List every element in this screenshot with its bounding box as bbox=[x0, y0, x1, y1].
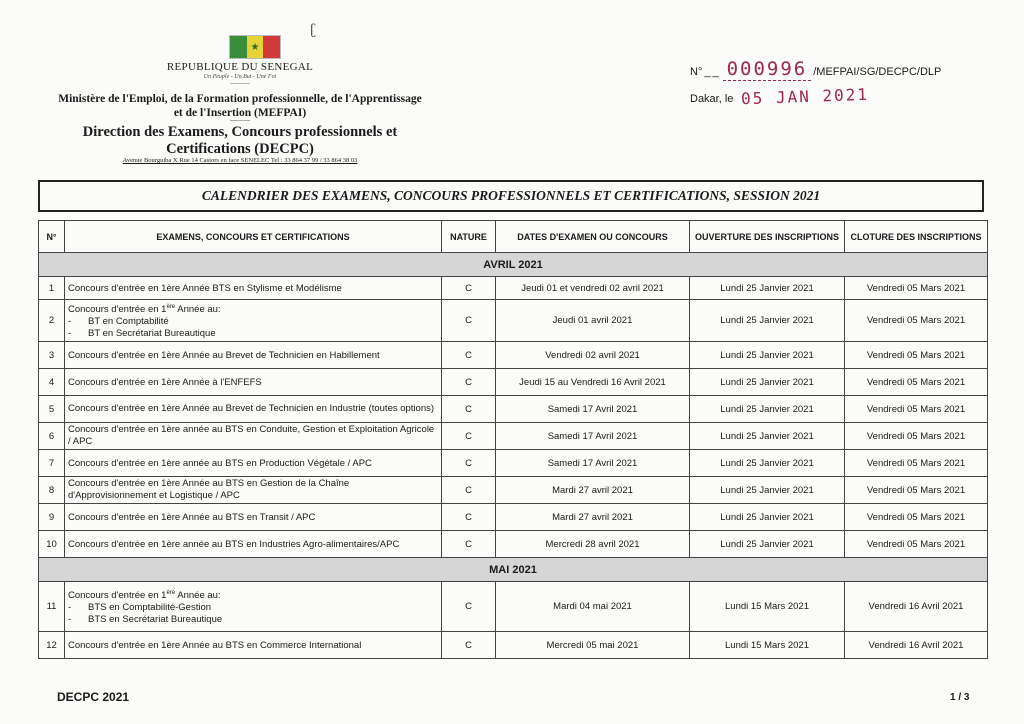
row-exam: Concours d'entrée en 1ère Année BTS en Stylisme et Modélisme bbox=[65, 277, 442, 300]
row-close: Vendredi 05 Mars 2021 bbox=[845, 396, 988, 423]
reference-suffix: /MEFPAI/SG/DECPC/DLP bbox=[813, 66, 942, 78]
row-dates: Jeudi 01 et vendredi 02 avril 2021 bbox=[496, 277, 690, 300]
row-exam: Concours d'entrée en 1ère Année au BTS en Commerce International bbox=[65, 632, 442, 659]
row-dates: Mercredi 28 avril 2021 bbox=[496, 531, 690, 558]
row-exam: Concours d'entrée en 1ère Année au: - BT en Comptabilité - BT en Secrétariat Bureautique bbox=[65, 300, 442, 342]
header-dates: DATES D'EXAMEN OU CONCOURS bbox=[496, 221, 690, 253]
row-dates: Samedi 17 Avril 2021 bbox=[496, 450, 690, 477]
header-open: OUVERTURE DES INSCRIPTIONS bbox=[690, 221, 845, 253]
row-open: Lundi 25 Janvier 2021 bbox=[690, 277, 845, 300]
row-nature: C bbox=[442, 531, 496, 558]
table-row bbox=[39, 277, 988, 300]
row-open: Lundi 25 Janvier 2021 bbox=[690, 477, 845, 504]
month-label: AVRIL 2021 bbox=[39, 253, 988, 277]
table-row bbox=[39, 300, 988, 342]
row-nature: C bbox=[442, 477, 496, 504]
row-open: Lundi 25 Janvier 2021 bbox=[690, 423, 845, 450]
row-exam: Concours d'entrée en 1ère année au BTS en Conduite, Gestion et Exploitation Agricole / APC bbox=[65, 423, 442, 450]
separator: ---------- bbox=[230, 81, 250, 87]
date-line bbox=[690, 84, 870, 109]
table-row bbox=[39, 342, 988, 369]
table-row bbox=[39, 504, 988, 531]
row-nature: C bbox=[442, 632, 496, 659]
handwritten-mark: ʗ bbox=[310, 22, 316, 38]
row-close: Vendredi 05 Mars 2021 bbox=[845, 477, 988, 504]
row-open: Lundi 25 Janvier 2021 bbox=[690, 504, 845, 531]
list-item: - BT en Secrétariat Bureautique bbox=[68, 328, 438, 340]
row-nature: C bbox=[442, 423, 496, 450]
row-num: 7 bbox=[39, 450, 65, 477]
row-close: Vendredi 16 Avril 2021 bbox=[845, 582, 988, 632]
row-exam: Concours d'entrée en 1ère année au BTS en Production Végétale / APC bbox=[65, 450, 442, 477]
row-open: Lundi 25 Janvier 2021 bbox=[690, 369, 845, 396]
ministry-line-2: et de l'Insertion (MEFPAI) bbox=[173, 107, 307, 119]
row-exam: Concours d'entrée en 1ère Année au Brevet de Technicien en Industrie (toutes options) bbox=[65, 396, 442, 423]
row-dates: Jeudi 15 au Vendredi 16 Avril 2021 bbox=[496, 369, 690, 396]
reference-stamp-number: 000996 bbox=[723, 58, 812, 81]
table-row bbox=[39, 632, 988, 659]
row-close: Vendredi 05 Mars 2021 bbox=[845, 300, 988, 342]
row-close: Vendredi 05 Mars 2021 bbox=[845, 342, 988, 369]
direction-line-2: Certifications (DECPC) bbox=[166, 141, 314, 157]
footer-org: DECPC 2021 bbox=[57, 690, 130, 704]
row-dates: Mercredi 05 mai 2021 bbox=[496, 632, 690, 659]
exam-calendar-table bbox=[38, 220, 988, 659]
row-close: Vendredi 16 Avril 2021 bbox=[845, 632, 988, 659]
header-close: CLOTURE DES INSCRIPTIONS bbox=[845, 221, 988, 253]
row-num: 10 bbox=[39, 531, 65, 558]
row-exam: Concours d'entrée en 1ère Année au BTS en Gestion de la Chaîne d'Approvisionnement et Logistique / APC bbox=[65, 477, 442, 504]
table-row bbox=[39, 450, 988, 477]
month-row bbox=[39, 253, 988, 277]
row-open: Lundi 15 Mars 2021 bbox=[690, 582, 845, 632]
page-number: 1 / 3 bbox=[950, 692, 970, 703]
row-dates: Samedi 17 Avril 2021 bbox=[496, 423, 690, 450]
row-open: Lundi 25 Janvier 2021 bbox=[690, 450, 845, 477]
row-num: 8 bbox=[39, 477, 65, 504]
table-row bbox=[39, 396, 988, 423]
row-num: 11 bbox=[39, 582, 65, 632]
row-num: 4 bbox=[39, 369, 65, 396]
row-close: Vendredi 05 Mars 2021 bbox=[845, 423, 988, 450]
row-nature: C bbox=[442, 342, 496, 369]
table-header-row bbox=[39, 221, 988, 253]
direction-line-1: Direction des Examens, Concours professionnels et bbox=[82, 124, 398, 140]
month-row bbox=[39, 558, 988, 582]
list-item: - BT en Comptabilité bbox=[68, 316, 438, 328]
address: Avenue Bourguiba X Rue 14 Castors en face SENELEC Tel : 33 864 37 99 / 33 864 38 03 bbox=[122, 157, 358, 164]
row-dates: Samedi 17 Avril 2021 bbox=[496, 396, 690, 423]
row-num: 2 bbox=[39, 300, 65, 342]
row-close: Vendredi 05 Mars 2021 bbox=[845, 450, 988, 477]
row-num: 9 bbox=[39, 504, 65, 531]
row-nature: C bbox=[442, 396, 496, 423]
row-open: Lundi 25 Janvier 2021 bbox=[690, 531, 845, 558]
row-close: Vendredi 05 Mars 2021 bbox=[845, 531, 988, 558]
month-label: MAI 2021 bbox=[39, 558, 988, 582]
table-row bbox=[39, 369, 988, 396]
row-open: Lundi 25 Janvier 2021 bbox=[690, 396, 845, 423]
table-row bbox=[39, 582, 988, 632]
row-exam: Concours d'entrée en 1ère Année au Brevet de Technicien en Habillement bbox=[65, 342, 442, 369]
document-title: CALENDRIER DES EXAMENS, CONCOURS PROFESSIONNELS ET CERTIFICATIONS, SESSION 2021 bbox=[201, 188, 821, 203]
row-num: 6 bbox=[39, 423, 65, 450]
row-num: 5 bbox=[39, 396, 65, 423]
row-exam: Concours d'entrée en 1ère année au BTS en Industries Agro-alimentaires/APC bbox=[65, 531, 442, 558]
row-close: Vendredi 05 Mars 2021 bbox=[845, 369, 988, 396]
document-title-box bbox=[38, 180, 984, 212]
reference-dashes: __ bbox=[704, 66, 721, 78]
row-nature: C bbox=[442, 300, 496, 342]
row-nature: C bbox=[442, 450, 496, 477]
list-item: - BTS en Secrétariat Bureautique bbox=[68, 614, 438, 626]
republic-motto: Un Peuple - Un But - Une Foi bbox=[203, 74, 277, 80]
reference-number bbox=[690, 58, 941, 81]
row-dates: Mardi 27 avril 2021 bbox=[496, 504, 690, 531]
header-nature: NATURE bbox=[442, 221, 496, 253]
ministry-line-1: Ministère de l'Emploi, de la Formation professionnelle, de l'Apprentissage bbox=[58, 93, 422, 105]
senegal-flag-icon: ★ bbox=[229, 35, 281, 59]
row-num: 1 bbox=[39, 277, 65, 300]
separator: ---------- bbox=[230, 118, 250, 124]
row-nature: C bbox=[442, 369, 496, 396]
row-dates: Vendredi 02 avril 2021 bbox=[496, 342, 690, 369]
row-open: Lundi 25 Janvier 2021 bbox=[690, 342, 845, 369]
row-open: Lundi 15 Mars 2021 bbox=[690, 632, 845, 659]
row-nature: C bbox=[442, 582, 496, 632]
table-row bbox=[39, 477, 988, 504]
republic-name: REPUBLIQUE DU SENEGAL bbox=[166, 61, 314, 73]
row-nature: C bbox=[442, 277, 496, 300]
row-close: Vendredi 05 Mars 2021 bbox=[845, 504, 988, 531]
date-stamp: 05 JAN 2021 bbox=[741, 84, 870, 109]
list-item: - BTS en Comptabilité-Gestion bbox=[68, 602, 438, 614]
header-num: N° bbox=[39, 221, 65, 253]
row-exam: Concours d'entrée en 1ère Année à l'ENFEFS bbox=[65, 369, 442, 396]
row-dates: Mardi 04 mai 2021 bbox=[496, 582, 690, 632]
row-exam: Concours d'entrée en 1ère Année au BTS en Transit / APC bbox=[65, 504, 442, 531]
table-row bbox=[39, 423, 988, 450]
row-num: 12 bbox=[39, 632, 65, 659]
row-dates: Jeudi 01 avril 2021 bbox=[496, 300, 690, 342]
table-row bbox=[39, 531, 988, 558]
reference-prefix: N° bbox=[690, 66, 703, 78]
row-num: 3 bbox=[39, 342, 65, 369]
row-exam: Concours d'entrée en 1ère Année au: - BTS en Comptabilité-Gestion - BTS en Secrétariat Bureautique bbox=[65, 582, 442, 632]
row-close: Vendredi 05 Mars 2021 bbox=[845, 277, 988, 300]
row-open: Lundi 25 Janvier 2021 bbox=[690, 300, 845, 342]
date-place: Dakar, le bbox=[690, 93, 734, 105]
row-nature: C bbox=[442, 504, 496, 531]
row-dates: Mardi 27 avril 2021 bbox=[496, 477, 690, 504]
header-exam: EXAMENS, CONCOURS ET CERTIFICATIONS bbox=[65, 221, 442, 253]
